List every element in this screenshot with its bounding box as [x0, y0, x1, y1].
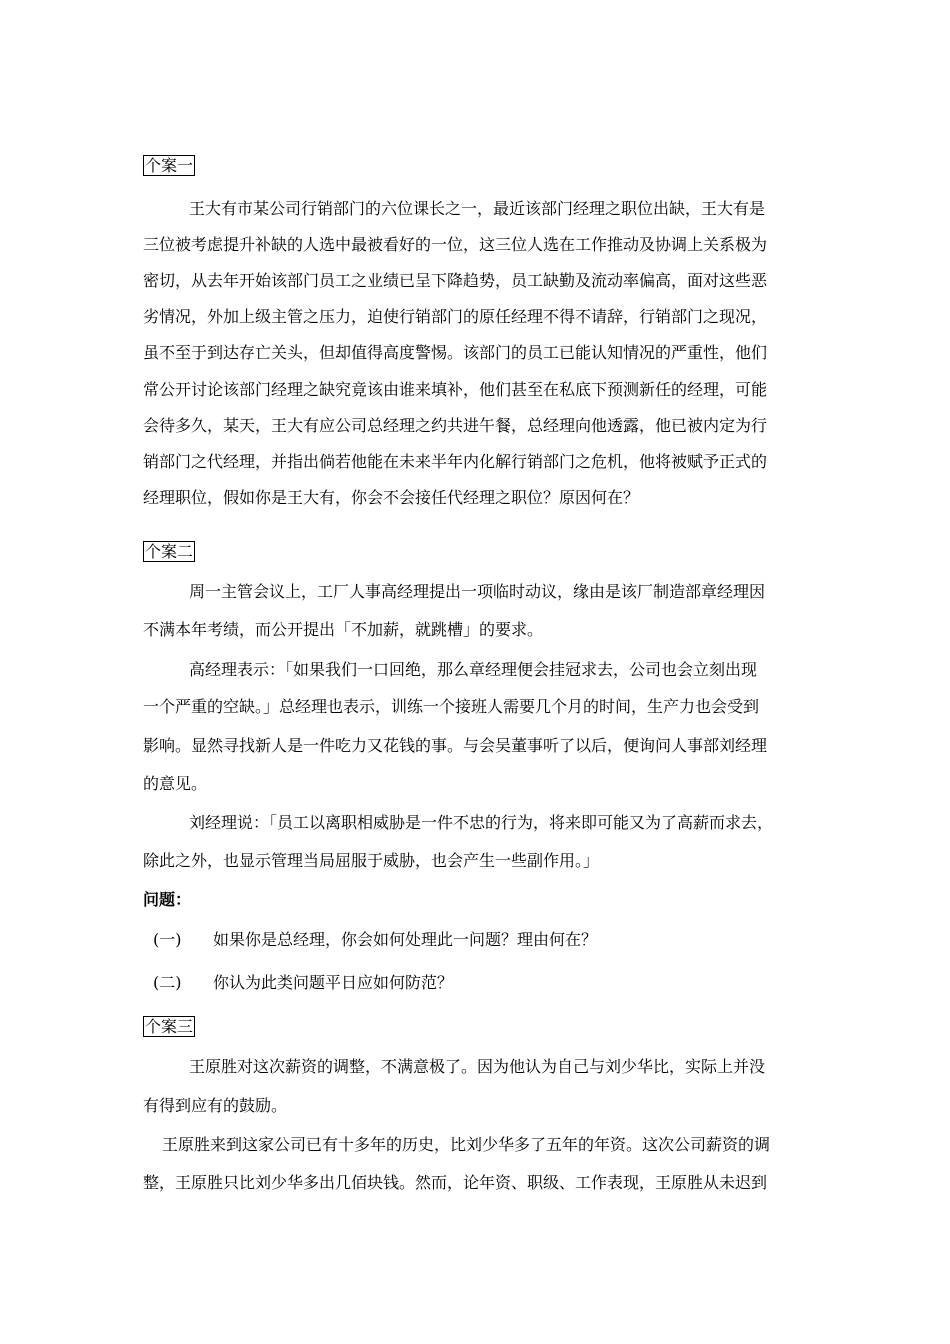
case2-line: 高经理表示：「如果我们一口回绝，那么章经理便会挂冠求去，公司也会立刻出现	[189, 660, 758, 679]
case3-line: 整，王原胜只比刘少华多出几佰块钱。然而，论年资、职级、工作表现，王原胜从未迟到	[143, 1173, 768, 1192]
case1-line: 销部门之代经理，并指出倘若他能在未来半年内化解行销部门之危机，他将被赋予正式的	[143, 452, 768, 471]
case2-line: 除此之外，也显示管理当局屈服于威胁，也会产生一些副作用。」	[143, 851, 600, 870]
case1-line: 常公开讨论该部门经理之缺究竟该由谁来填补，他们甚至在私底下预测新任的经理，可能	[143, 380, 768, 399]
case2-line: 一个严重的空缺。」总经理也表示，训练一个接班人需要几个月的时间，生产力也会受到	[143, 697, 760, 716]
case1-line: 密切，从去年开始该部门员工之业绩已呈下降趋势，员工缺勤及流动率偏高，面对这些恶	[143, 271, 768, 290]
case1-line: 虽不至于到达存亡关头，但却值得高度警惕。该部门的员工已能认知情况的严重性，他们	[143, 343, 768, 362]
case3-label: 个案三	[145, 1017, 194, 1036]
case1-line: 三位被考虑提升补缺的人选中最被看好的一位，这三位人选在工作推动及协调上关系极为	[143, 235, 768, 254]
case1-line: 劣情况，外加上级主管之压力，迫使行销部门的原任经理不得不请辞，行销部门之现况，	[143, 307, 768, 326]
case1-line: 经理职位，假如你是王大有，你会不会接任代经理之职位？原因何在？	[143, 488, 640, 507]
case2-label: 个案二	[145, 542, 194, 561]
question-number: (一)	[153, 930, 182, 949]
case3-line: 有得到应有的鼓励。	[143, 1096, 288, 1115]
case1-line: 王大有市某公司行销部门的六位课长之一，最近该部门经理之职位出缺，王大有是	[189, 199, 766, 218]
question-text: 你认为此类问题平日应如何防范？	[213, 973, 454, 992]
case1-label: 个案一	[145, 156, 194, 175]
case2-line: 周一主管会议上，工厂人事高经理提出一项临时动议，缘由是该厂制造部章经理因	[189, 582, 766, 601]
question-number: (二)	[153, 973, 182, 992]
questions-title: 问题：	[143, 890, 192, 909]
case3-line: 王原胜来到这家公司已有十多年的历史，比刘少华多了五年的年资。这次公司薪资的调	[162, 1135, 771, 1154]
case1-line: 会待多久，某天，王大有应公司总经理之约共进午餐，总经理向他透露，他已被内定为行	[143, 416, 768, 435]
question-text: 如果你是总经理，你会如何处理此一问题？理由何在？	[213, 930, 598, 949]
case2-line: 不满本年考绩，而公开提出「不加薪，就跳槽」的要求。	[143, 620, 544, 639]
case2-line: 的意见。	[143, 774, 208, 793]
case2-line: 影响。显然寻找新人是一件吃力又花钱的事。与会吴董事听了以后，便询问人事部刘经理	[143, 736, 768, 755]
case2-line: 刘经理说：「员工以离职相威胁是一件不忠的行为，将来即可能又为了高薪而求去，	[189, 813, 774, 832]
case3-line: 王原胜对这次薪资的调整，不满意极了。因为他认为自己与刘少华比，实际上并没	[189, 1057, 766, 1076]
